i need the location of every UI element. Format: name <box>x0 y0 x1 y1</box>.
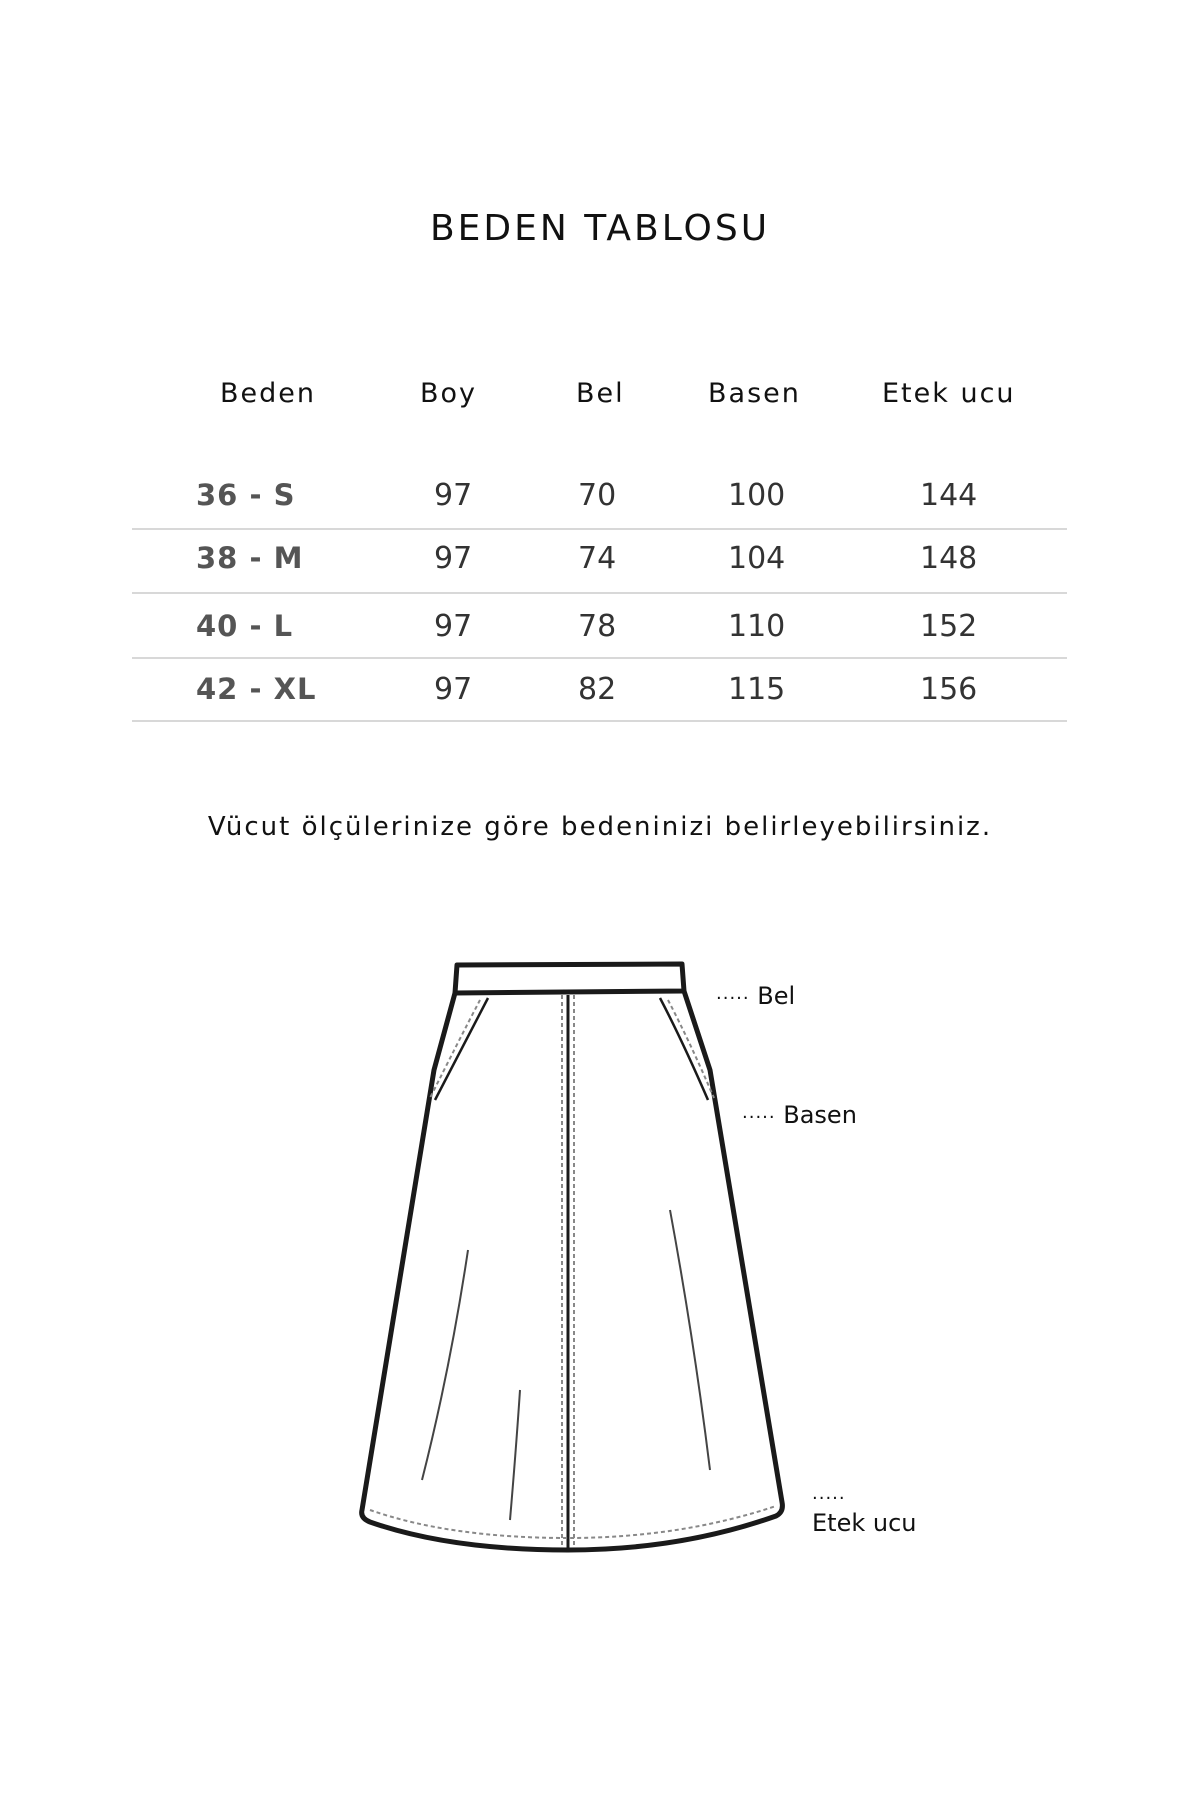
row-divider <box>132 657 1067 659</box>
header-etek-ucu: Etek ucu <box>882 378 1016 409</box>
basen-cell: 115 <box>728 672 786 707</box>
page-title: BEDEN TABLOSU <box>429 208 771 249</box>
fold-line <box>510 1390 520 1520</box>
etek-cell: 144 <box>920 478 978 513</box>
callout-etek-ucu <box>812 1488 916 1537</box>
boy-cell: 97 <box>434 478 473 513</box>
table-row <box>132 478 1067 542</box>
callout-basen <box>742 1101 857 1129</box>
size-cell: 38 - M <box>196 541 304 575</box>
size-cell: 42 - XL <box>196 672 317 706</box>
callout-dots: ····· <box>742 1107 776 1128</box>
row-divider <box>132 528 1067 530</box>
basen-cell: 110 <box>728 609 786 644</box>
left-pocket-seam <box>435 998 488 1100</box>
bel-cell: 82 <box>578 672 617 707</box>
etek-cell: 152 <box>920 609 978 644</box>
size-note: Vücut ölçülerinize göre bedeninizi belirleyebilirsiniz. <box>207 812 993 842</box>
skirt-waistband <box>455 964 684 993</box>
table-row <box>132 672 1067 736</box>
basen-cell: 104 <box>728 541 786 576</box>
size-cell: 36 - S <box>196 478 296 512</box>
label-bel: Bel <box>757 982 796 1010</box>
label-basen: Basen <box>783 1101 857 1129</box>
bel-cell: 78 <box>578 609 617 644</box>
etek-cell: 148 <box>920 541 978 576</box>
callout-dots: ····· <box>812 1488 846 1509</box>
boy-cell: 97 <box>434 672 473 707</box>
callout-dots: ····· <box>716 988 750 1009</box>
row-divider <box>132 720 1067 722</box>
boy-cell: 97 <box>434 541 473 576</box>
label-etek-ucu: Etek ucu <box>812 1509 917 1537</box>
fold-line <box>422 1250 468 1480</box>
header-boy: Boy <box>420 378 478 409</box>
etek-cell: 156 <box>920 672 978 707</box>
callout-bel <box>716 982 795 1010</box>
header-basen: Basen <box>708 378 801 409</box>
header-bel: Bel <box>576 378 625 409</box>
basen-cell: 100 <box>728 478 786 513</box>
header-beden: Beden <box>220 378 316 409</box>
boy-cell: 97 <box>434 609 473 644</box>
table-row <box>132 541 1067 605</box>
bel-cell: 74 <box>578 541 617 576</box>
bel-cell: 70 <box>578 478 617 513</box>
skirt-diagram <box>340 950 800 1590</box>
size-cell: 40 - L <box>196 609 294 643</box>
row-divider <box>132 592 1067 594</box>
table-row <box>132 609 1067 673</box>
fold-line <box>670 1210 710 1470</box>
